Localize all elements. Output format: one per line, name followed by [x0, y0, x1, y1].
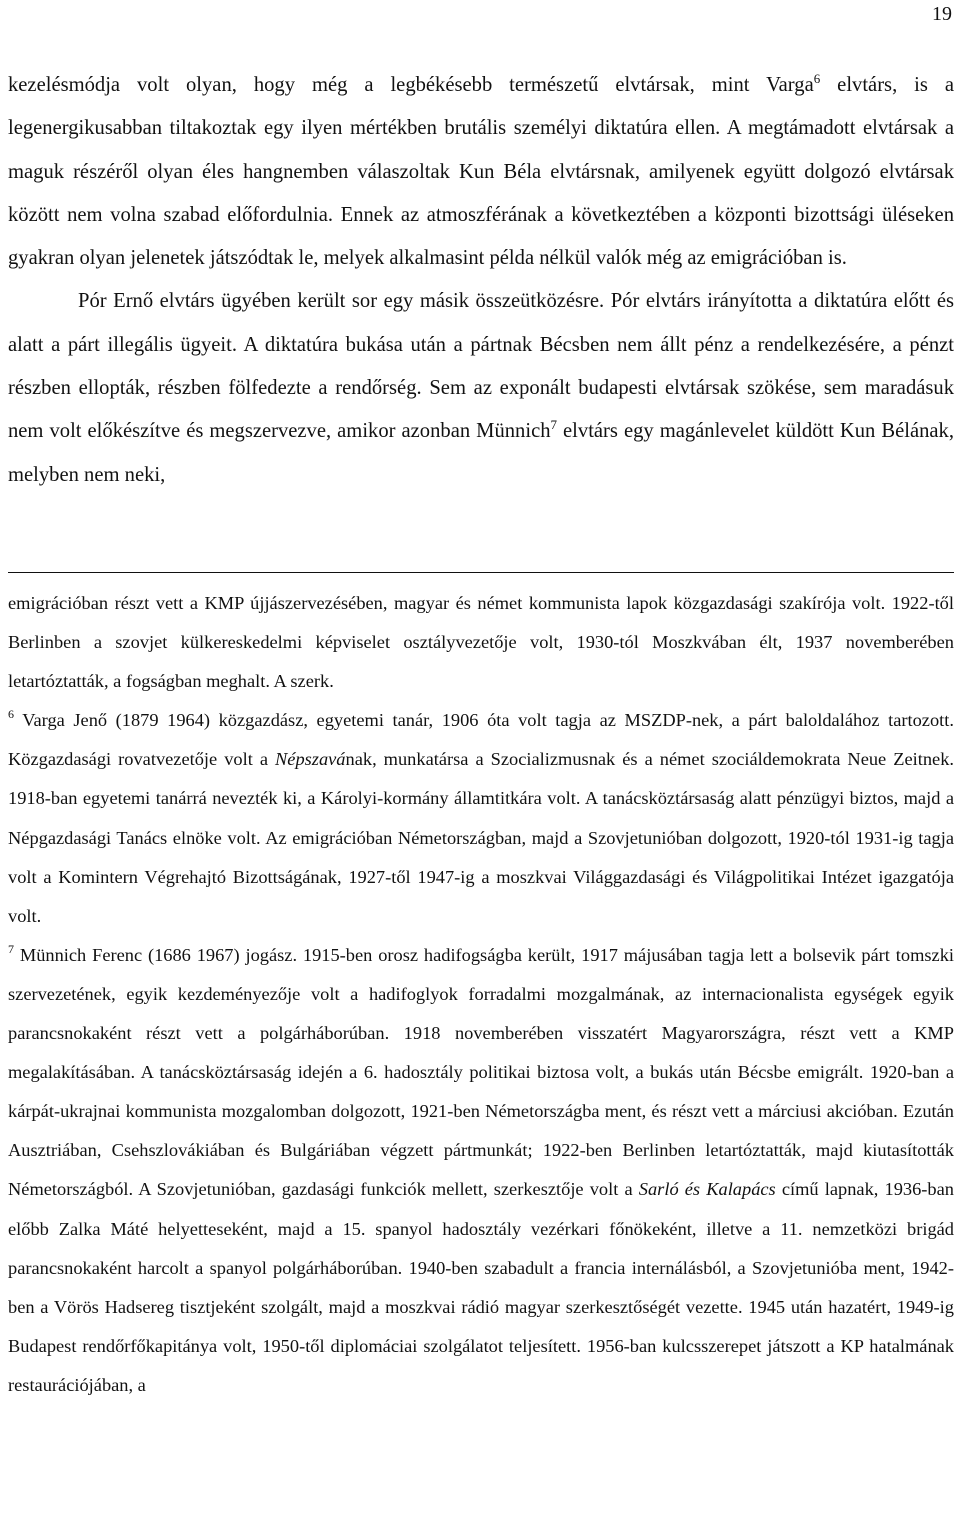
footnote-continuation: emigrációban részt vett a KMP újjászervezésében, magyar és német kommunista lapok közgazdasági szakírója volt. 1922-től Berlinben a szovjet külkereskedelmi képviselet osztályvezetője volt, 1930-tól Moszkvában élt, 1937 novemberében letartóztatták, a fogságban meghalt. A szerk.	[8, 593, 954, 692]
footnote-7-mark: 7	[8, 941, 14, 956]
footnote-6-italic: Népszavá	[275, 749, 346, 770]
footnote-7	[8, 936, 954, 1405]
paragraph-1-text-b: elvtárs, is a legenergikusabban tiltakoztak egy ilyen mértékben brutális személyi diktatúra ellen. A megtámadott elvtársak a maguk részéről olyan éles hangnemben válaszoltak Kun Béla elvtársnak, amilyenek együtt dolgozó elvtársak között nem volna szabad előfordulnia. Ennek az atmoszférának a következtében a központi bizottsági üléseken gyakran olyan jelenetek játszódtak le, melyek alkalmasint példa nélkül valók még az emigrációban is.	[8, 74, 954, 270]
footnote-6	[8, 701, 954, 936]
paragraph-2-text-a: Pór Ernő elvtárs ügyében került sor egy másik összeütközésre. Pór elvtárs irányította a diktatúra előtt és alatt a párt illegális ügyeit. A diktatúra bukása után a pártnak Bécsben nem állt pénz a rendelkezésére, a pénzt részben ellopták, részben fölfedezte a rendőrség. Sem az exponált budapesti elvtársak szökése, sem maradásuk nem volt előkészítve és megszervezve, amikor azonban Münnich	[8, 290, 954, 443]
paragraph-2-text-b: elvtárs egy magánlevelet küldött Kun Bélának, melyben nem neki,	[8, 420, 954, 486]
footnote-6-text-a: Varga Jenő (1879 1964) közgazdász, egyetemi tanár, 1906 óta volt tagja az MSZDP-nek, a párt baloldalához tartozott. Közgazdasági rovatvezetője volt a	[8, 710, 954, 770]
paragraph-2	[8, 280, 954, 496]
footnote-6-text-b: nak, munkatársa a Szocializmusnak és a német szociáldemokrata Neue Zeitnek. 1918-ban egyetemi tanárrá nevezték ki, a Károlyi-kormány államtitkára volt. A tanácsköztársaság alatt pénzügyi biztos, majd a Népgazdasági Tanács elnöke volt. Az emigrációban Németországban, majd a Szovjetunióban dolgozott, 1920-tól 1931-ig tagja volt a Komintern Végrehajtó Bizottságának, 1927-től 1947-ig a moszkvai Világgazdasági és Világpolitikai Intézet igazgatója volt.	[8, 749, 954, 926]
footnote-7-italic: Sarló és Kalapács	[638, 1179, 776, 1200]
paragraph-1-text-a: kezelésmódja volt olyan, hogy még a legbékésebb természetű elvtársak, mint Varga	[8, 74, 814, 96]
body-text	[8, 64, 954, 497]
footnote-7-text-b: című lapnak, 1936-ban előbb Zalka Máté helyetteseként, majd a 15. spanyol hadosztály vezérkari főnökeként, illetve a 11. nemzetközi brigád parancsnokaként harcolt a spanyol polgárháborúban. 1940-ben szabadult a francia internálásból, a Szovjetunióba ment, 1942-ben a Vörös Hadsereg tisztjeként szolgált, majd a moszkvai rádió magyar szerkesztőségét vezette. 1945 után hazatért, 1949-ig Budapest rendőrfőkapitánya volt, 1950-től diplomáciai szolgálatot teljesített. 1956-ban kulcsszerepet játszott a KP hatalmának restaurációjában, a	[8, 1179, 954, 1395]
footnote-7-text-a: Münnich Ferenc (1686 1967) jogász. 1915-ben orosz hadifogságba került, 1917 májusában tagja lett a bolsevik párt tomszki szervezetének, egyik kezdeményezője volt a hadifoglyok forradalmi mozgalmának, az internacionalista egységek egyik parancsnokaként részt vett a polgárháborúban. 1918 novemberében visszatért Magyarországra, részt vett a KMP megalakításában. A tanácsköztársaság idején a 6. hadosztály politikai biztosa volt, a bukás után Bécsbe emigrált. 1920-ban a kárpát-ukrajnai kommunista mozgalomban dolgozott, 1921-ben Németországba ment, és részt vett a márciusi akcióban. Ezután Ausztriában, Csehszlovákiában és Bulgáriában végzett pártmunkát; 1922-ben Berlinben letartóztatták, majd kiutasították Németországból. A Szovjetunióban, gazdasági funkciók mellett, szerkesztője volt a	[8, 944, 954, 1200]
paragraph-1	[8, 64, 954, 280]
footnote-separator	[8, 572, 954, 573]
footnotes	[8, 584, 954, 1405]
footnote-ref-7: 7	[550, 417, 558, 433]
footnote-6-mark: 6	[8, 707, 14, 722]
footnote-ref-6: 6	[813, 71, 821, 86]
page-number: 19	[932, 3, 952, 25]
